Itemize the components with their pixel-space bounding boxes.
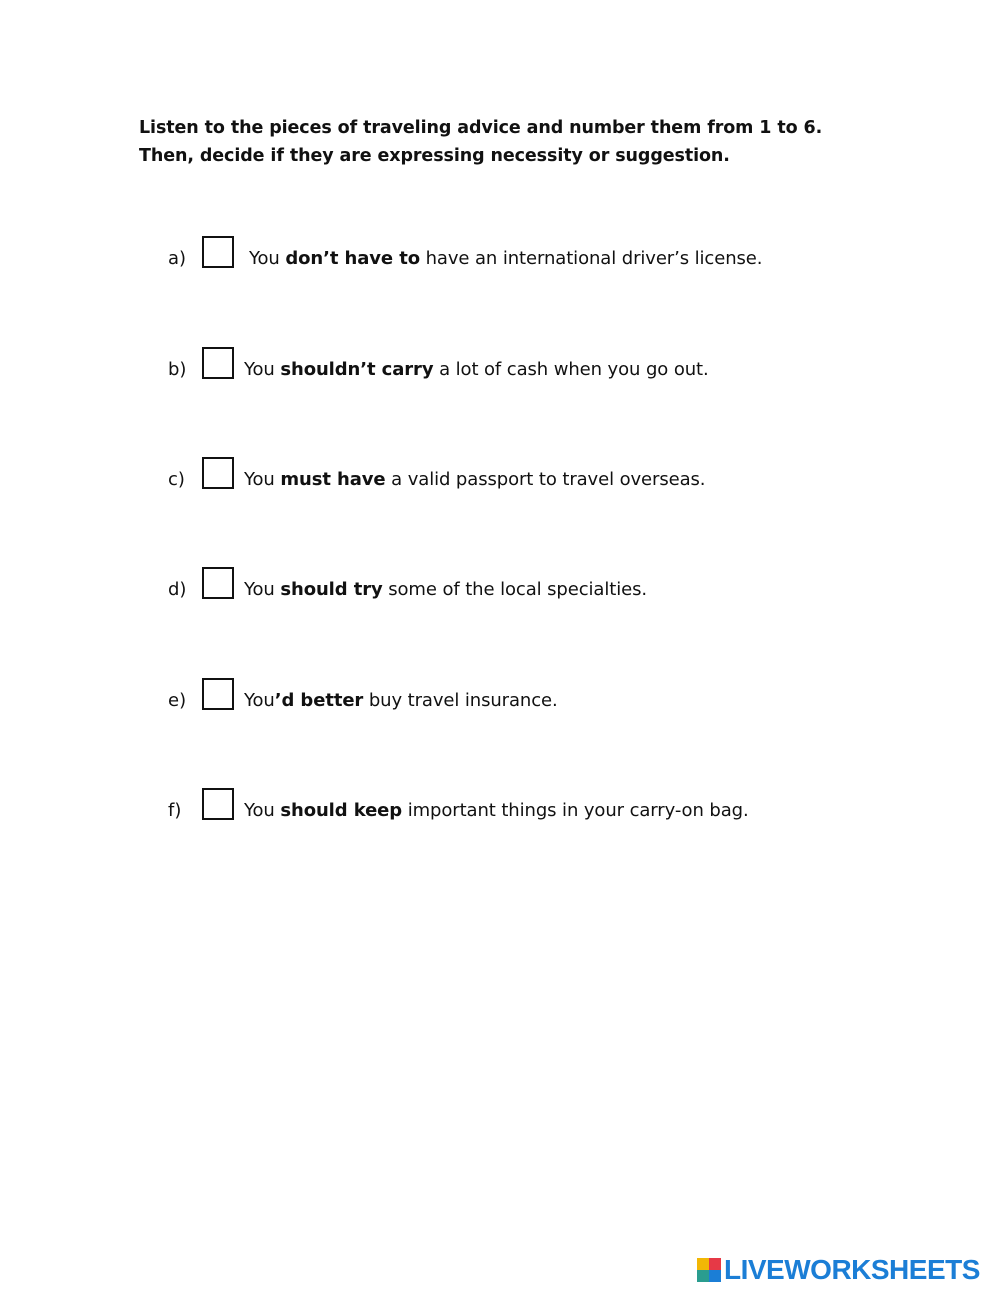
answer-box[interactable]: [202, 567, 234, 599]
item-letter: e): [168, 690, 187, 711]
list-item: [0, 226, 1000, 270]
list-item: [0, 557, 1000, 601]
answer-box[interactable]: [202, 236, 234, 268]
item-sentence: You shouldn’t carry a lot of cash when you go out.: [244, 359, 709, 380]
item-letter: d): [168, 579, 187, 600]
item-sentence: You should keep important things in your carry-on bag.: [244, 800, 749, 821]
answer-box[interactable]: [202, 788, 234, 820]
modal-phrase: must have: [280, 469, 386, 490]
item-sentence: You should try some of the local specialties.: [244, 579, 647, 600]
modal-phrase: shouldn’t carry: [280, 359, 434, 380]
item-letter: b): [168, 359, 187, 380]
item-sentence: You don’t have to have an international driver’s license.: [249, 248, 763, 269]
answer-box[interactable]: [202, 457, 234, 489]
item-letter: f): [168, 800, 182, 821]
list-item: [0, 668, 1000, 712]
item-sentence: You must have a valid passport to travel overseas.: [244, 469, 706, 490]
modal-phrase: should keep: [280, 800, 403, 821]
item-letter: a): [168, 248, 187, 269]
list-item: [0, 337, 1000, 381]
modal-phrase: ’d better: [274, 690, 364, 711]
item-sentence: You’d better buy travel insurance.: [244, 690, 558, 711]
answer-box[interactable]: [202, 678, 234, 710]
instructions-text: Listen to the pieces of traveling advice and number them from 1 to 6. Then, decide if they are expressing necessity or suggestion.: [139, 118, 823, 166]
liveworksheets-brand: [697, 1255, 980, 1285]
modal-phrase: don’t have to: [285, 248, 420, 269]
modal-phrase: should try: [280, 579, 383, 600]
list-item: [0, 447, 1000, 491]
brand-text: LIVEWORKSHEETS: [724, 1254, 980, 1285]
list-item: [0, 778, 1000, 822]
item-letter: c): [168, 469, 185, 490]
liveworksheets-logo-icon: [697, 1258, 721, 1282]
answer-box[interactable]: [202, 347, 234, 379]
